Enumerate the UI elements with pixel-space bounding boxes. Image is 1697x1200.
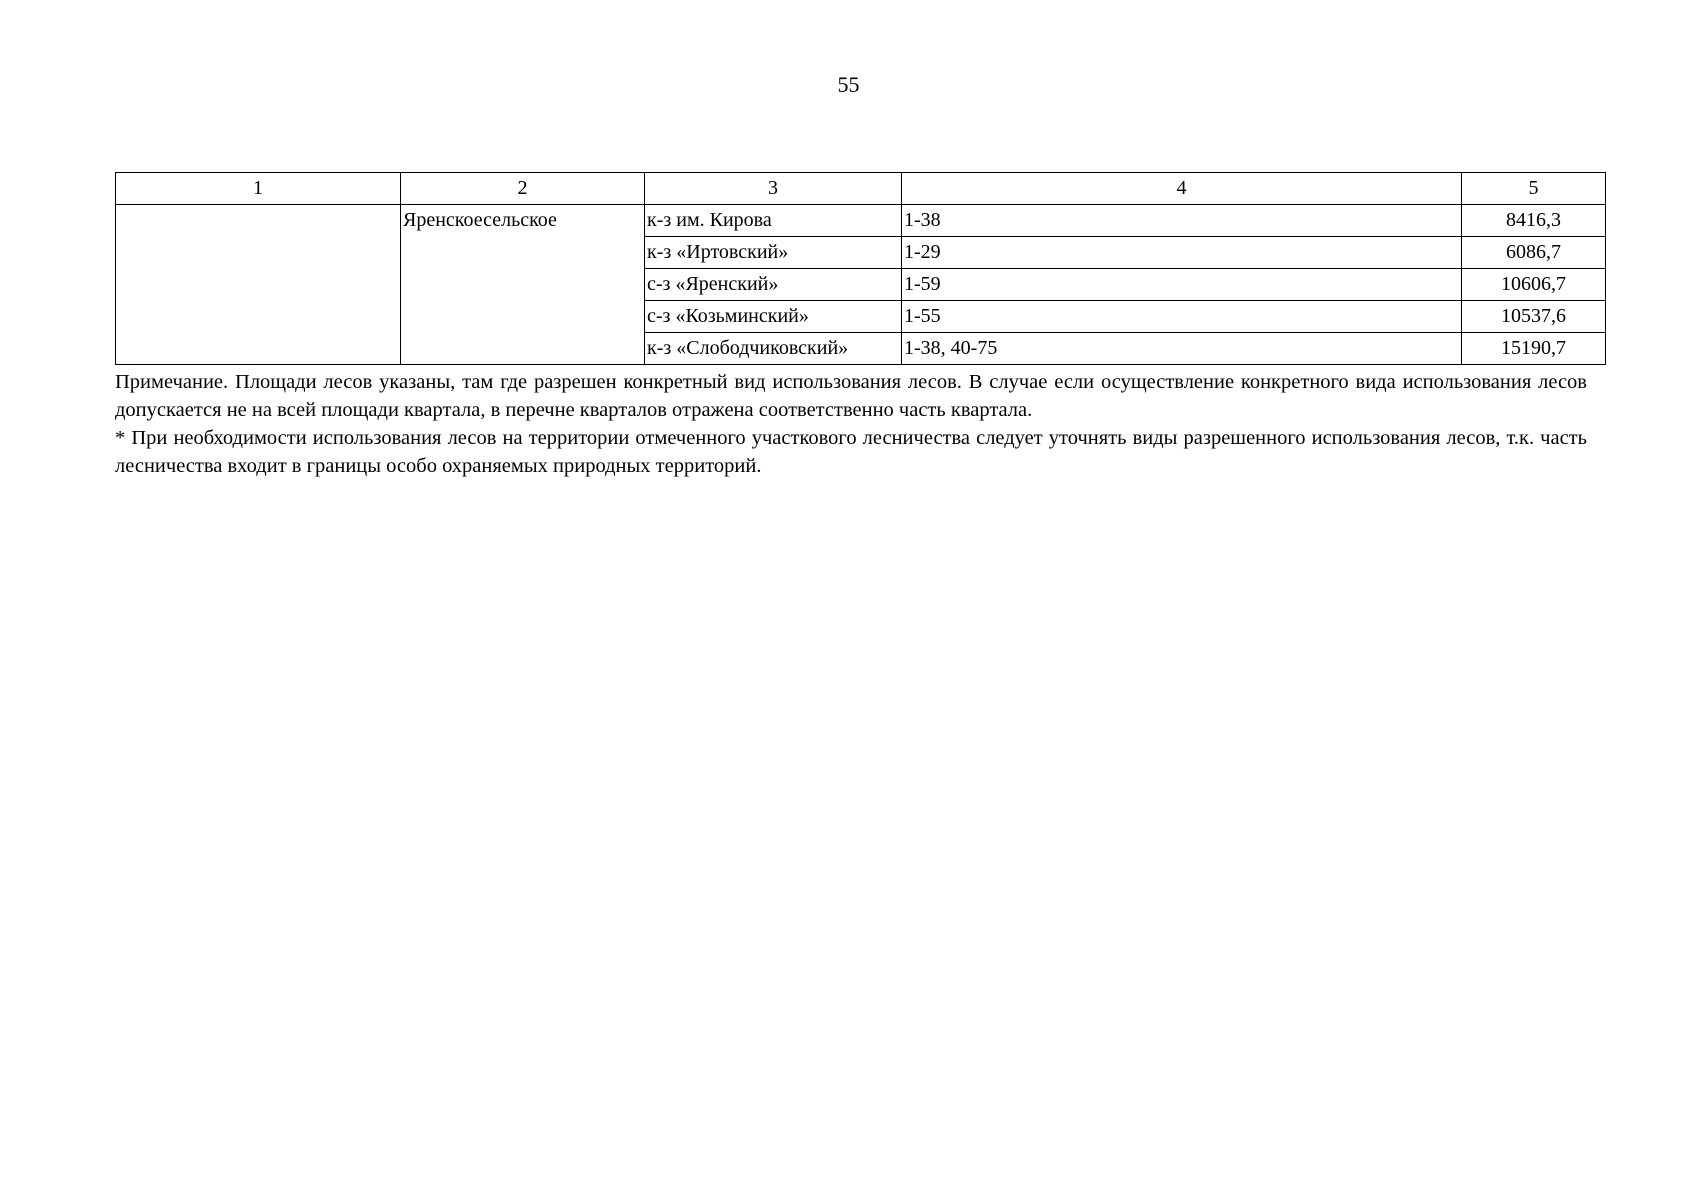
header-col-3: 3 xyxy=(645,173,902,205)
farm-name-cell: к-з им. Кирова xyxy=(645,205,902,237)
quarters-cell: 1-38, 40-75 xyxy=(902,333,1462,365)
quarters-cell: 1-38 xyxy=(902,205,1462,237)
table-header-row xyxy=(116,173,1606,205)
area-cell: 8416,3 xyxy=(1462,205,1606,237)
header-col-5: 5 xyxy=(1462,173,1606,205)
farm-name-cell: к-з «Иртовский» xyxy=(645,237,902,269)
farm-name-cell: к-з «Слободчиковский» xyxy=(645,333,902,365)
area-cell: 10537,6 xyxy=(1462,301,1606,333)
quarters-cell: 1-29 xyxy=(902,237,1462,269)
area-cell: 6086,7 xyxy=(1462,237,1606,269)
note-paragraph: * При необходимости использования лесов на территории отмеченного участкового лесничества следует уточнять виды разрешенного использования лесов, т.к. часть лесничества входит в границы особо охраняемых природных территорий. xyxy=(115,427,1587,477)
farm-name-cell: с-з «Козьминский» xyxy=(645,301,902,333)
table-row xyxy=(116,205,1606,237)
quarters-cell: 1-55 xyxy=(902,301,1462,333)
note-paragraph: Примечание. Площади лесов указаны, там где разрешен конкретный вид использования лесов. В случае если осуществление конкретного вида использования лесов допускается не на всей площади квартала, в перечне кварталов отражена соответственно часть квартала. xyxy=(115,371,1587,421)
page-number: 55 xyxy=(837,72,860,97)
header-col-4: 4 xyxy=(902,173,1462,205)
header-col-2: 2 xyxy=(401,173,645,205)
header-col-1: 1 xyxy=(116,173,401,205)
area-cell: 10606,7 xyxy=(1462,269,1606,301)
area-cell: 15190,7 xyxy=(1462,333,1606,365)
quarters-cell: 1-59 xyxy=(902,269,1462,301)
forestry-district-cell xyxy=(116,205,401,365)
farm-name-cell: с-з «Яренский» xyxy=(645,269,902,301)
notes-block xyxy=(115,368,1587,480)
forest-table xyxy=(115,172,1606,365)
local-forestry-cell: Яренскоесельское xyxy=(401,205,645,365)
